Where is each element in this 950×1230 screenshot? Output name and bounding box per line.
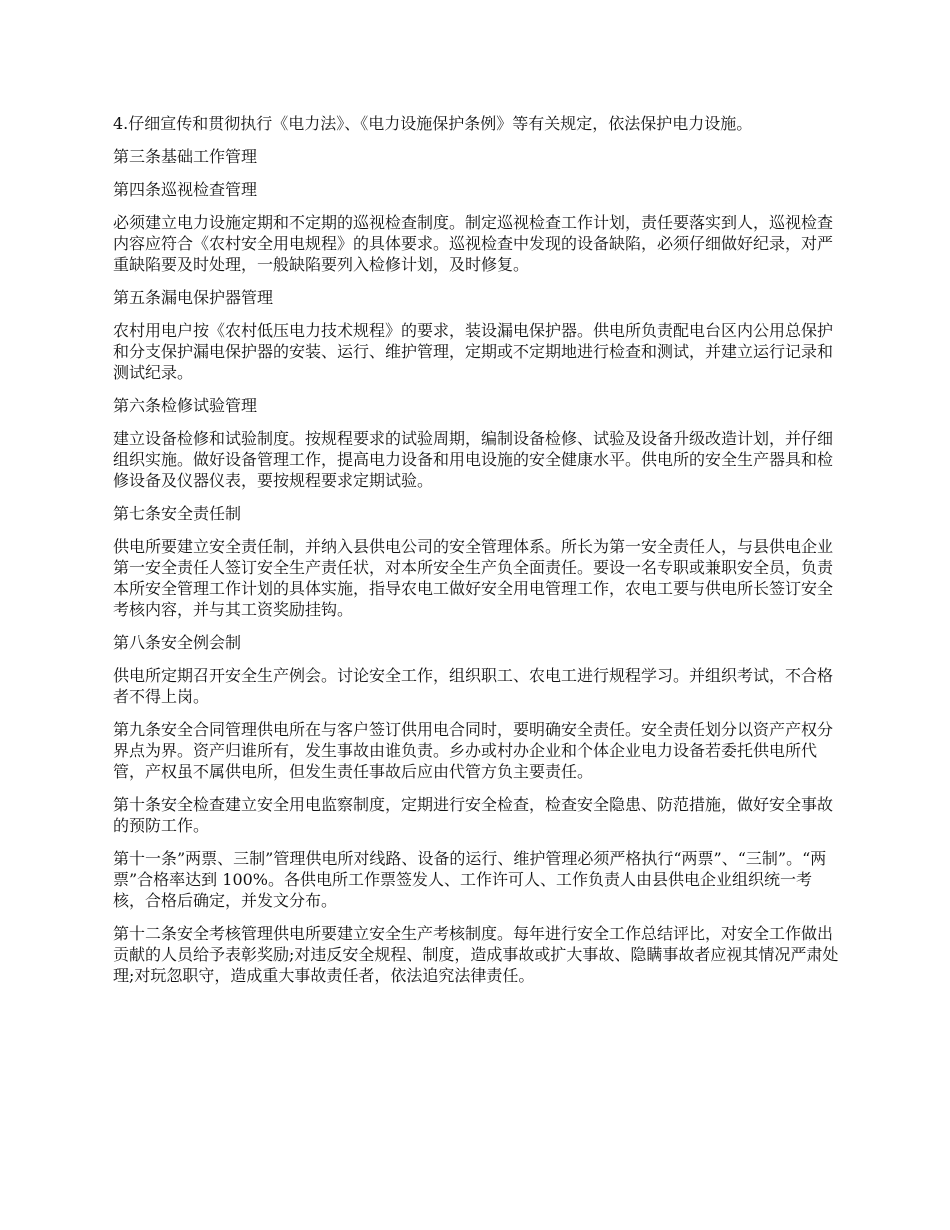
heading-article-3: 第三条基础工作管理 bbox=[113, 147, 258, 166]
heading-article-7: 第七条安全责任制 bbox=[113, 504, 242, 523]
heading-article-4: 第四条巡视检查管理 bbox=[113, 180, 258, 199]
paragraph-inspection: 必须建立电力设施定期和不定期的巡视检查制度。制定巡视检查工作计划，责任要落实到人，巡视检查内容应符合《农村安全用电规程》的具体要求。巡视检查中发现的设备缺陷，必须仔细做好纪录，对严重缺陷要及时处理，一般缺陷要列入检修计划，及时修复。 bbox=[113, 213, 834, 274]
document-body bbox=[113, 113, 840, 998]
paragraph-leakage-protector: 农村用电户按《农村低压电力技术规程》的要求，装设漏电保护器。供电所负责配电台区内公用总保护和分支保护漏电保护器的安装、运行、维护管理，定期或不定期地进行检查和测试，并建立运行记录和测试纪录。 bbox=[113, 321, 834, 382]
paragraph-article-11-two-tickets: 第十一条”两票、三制”管理供电所对线路、设备的运行、维护管理必须严格执行“两票”、“三制”。“两票”合格率达到 100%。各供电所工作票签发人、工作许可人、工作负责人由县供电企业组织统一考核，合格后确定，并发文分布。 bbox=[113, 849, 827, 910]
heading-article-6: 第六条检修试验管理 bbox=[113, 396, 258, 415]
paragraph-safety-responsibility: 供电所要建立安全责任制，并纳入县供电公司的安全管理体系。所长为第一安全责任人，与县供电企业第一安全责任人签订安全生产责任状，对本所安全生产负全面责任。要设一名专职或兼职安全员，负责本所安全管理工作计划的具体实施，指导农电工做好安全用电管理工作，农电工要与供电所长签订安全考核内容，并与其工资奖励挂钩。 bbox=[113, 537, 834, 619]
paragraph-protection-duty: 4.仔细宣传和贯彻执行《电力法》、《电力设施保护条例》等有关规定，依法保护电力设施。 bbox=[113, 114, 753, 133]
paragraph-article-10-inspection: 第十条安全检查建立安全用电监察制度，定期进行安全检查，检查安全隐患、防范措施，做好安全事故的预防工作。 bbox=[113, 795, 834, 835]
heading-article-8: 第八条安全例会制 bbox=[113, 633, 242, 652]
paragraph-safety-meeting: 供电所定期召开安全生产例会。讨论安全工作，组织职工、农电工进行规程学习。并组织考试，不合格者不得上岗。 bbox=[113, 666, 834, 706]
paragraph-maintenance-testing: 建立设备检修和试验制度。按规程要求的试验周期，编制设备检修、试验及设备升级改造计划，并仔细组织实施。做好设备管理工作，提高电力设备和用电设施的安全健康水平。供电所的安全生产器具和检修设备及仪器仪表，要按规程要求定期试验。 bbox=[113, 429, 834, 490]
heading-article-5: 第五条漏电保护器管理 bbox=[113, 288, 274, 307]
paragraph-article-12-assessment: 第十二条安全考核管理供电所要建立安全生产考核制度。每年进行安全工作总结评比，对安全工作做出贡献的人员给予表彰奖励;对违反安全规程、制度，造成事故或扩大事故、隐瞒事故者应视其情况严肃处理;对玩忽职守，造成重大事故责任者，依法追究法律责任。 bbox=[113, 924, 839, 985]
paragraph-article-9-contract: 第九条安全合同管理供电所在与客户签订供用电合同时，要明确安全责任。安全责任划分以资产产权分界点为界。资产归谁所有，发生事故由谁负责。乡办或村办企业和个体企业电力设备若委托供电所代管，产权虽不属供电所，但发生责任事故后应由代管方负主要责任。 bbox=[113, 720, 834, 781]
